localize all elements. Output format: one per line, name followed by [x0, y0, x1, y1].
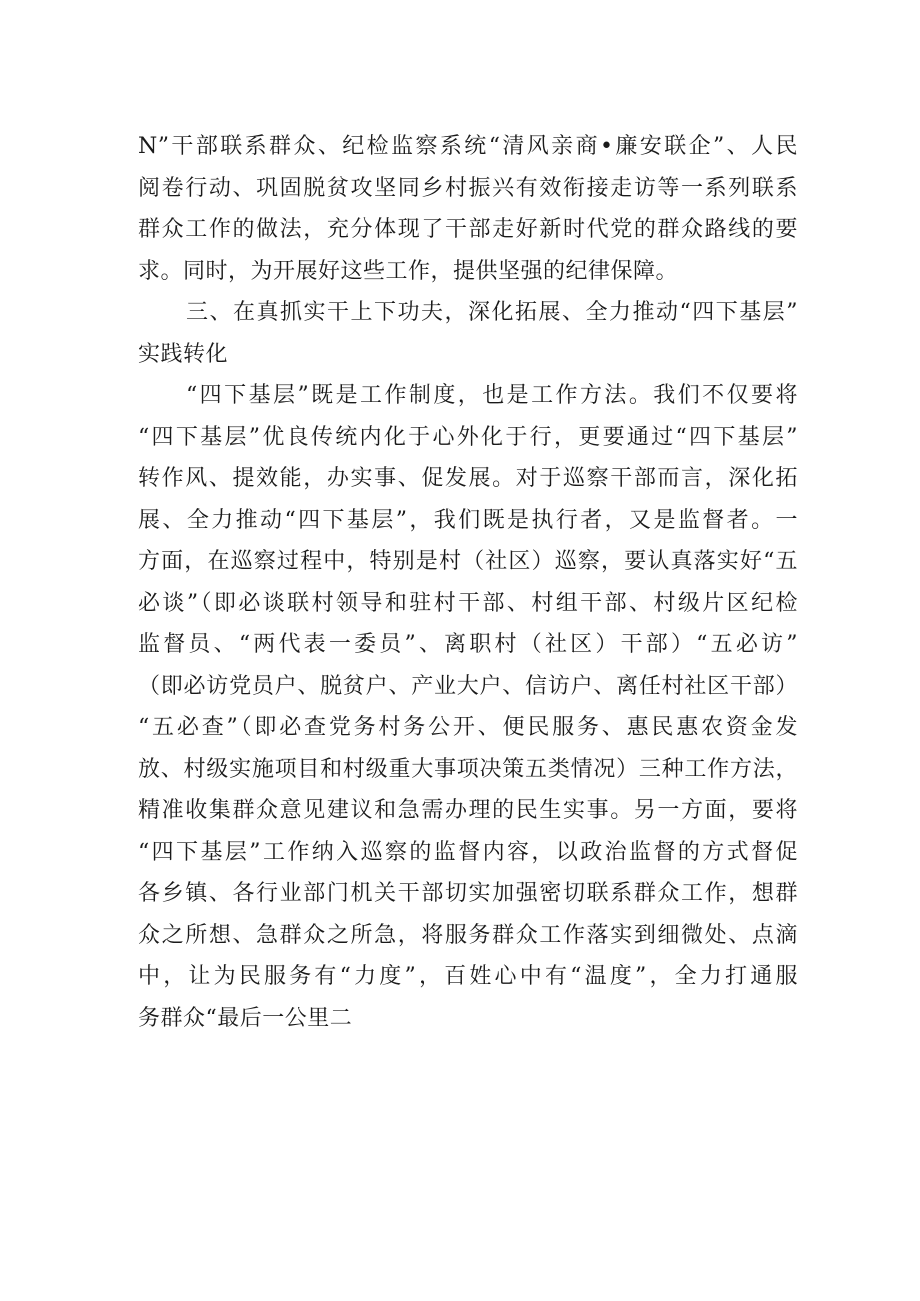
paragraph-line: 精准收集群众意见建议和急需办理的民生实事。另一方面，要将: [138, 798, 798, 823]
paragraph-line: “四下基层”既是工作制度，也是工作方法。我们不仅要将: [186, 383, 798, 408]
paragraph-line: N”干部联系群众、纪检监察系统“清风亲商•廉安联企”、人民: [138, 134, 798, 159]
paragraph-line: “四下基层”工作纳入巡察的监督内容，以政治监督的方式督促: [138, 839, 798, 865]
paragraph-line: 必谈”（即必谈联村领导和驻村干部、村组干部、村级片区纪检: [138, 590, 798, 616]
paragraph-line: 中，让为民服务有“力度”，百姓心中有“温度”，全力打通服: [138, 964, 798, 989]
paragraph-continuation: [138, 126, 798, 292]
paragraph-line: 求。同时，为开展好这些工作，提供坚强的纪律保障。: [138, 258, 679, 284]
paragraph-line: 阅卷行动、巩固脱贫攻坚同乡村振兴有效衔接走访等一系列联系: [138, 175, 798, 201]
heading-line: 三、在真抓实干上下功夫，深化拓展、全力推动“四下基层”: [186, 300, 798, 325]
paragraph-line: 转作风、提效能，办实事、促发展。对于巡察干部而言，深化拓: [138, 466, 798, 491]
paragraph-line: 群众工作的做法，充分体现了干部走好新时代党的群众路线的要: [138, 217, 798, 242]
paragraph-line: 方面，在巡察过程中，特别是村（社区）巡察，要认真落实好“五: [138, 549, 798, 574]
paragraph-line: 各乡镇、各行业部门机关干部切实加强密切联系群众工作，想群: [138, 881, 798, 906]
heading-line: 实践转化: [138, 341, 229, 367]
paragraph-line: （即必访党员户、脱贫户、产业大户、信访户、离任村社区干部）: [138, 673, 798, 699]
paragraph-line: 监督员、“两代表一委员”、离职村（社区）干部）“五必访”: [138, 632, 798, 657]
paragraph-line: 展、全力推动“四下基层”，我们既是执行者，又是监督者。一: [138, 507, 798, 533]
section-heading-3: [138, 292, 798, 375]
paragraph-line: 众之所想、急群众之所急，将服务群众工作落实到细微处、点滴: [138, 922, 798, 948]
paragraph-body: [138, 375, 798, 1039]
paragraph-line: “五必查”（即必查党务村务公开、便民服务、惠民惠农资金发: [138, 715, 798, 740]
paragraph-line: 放、村级实施项目和村级重大事项决策五类情况）三种工作方法，: [138, 756, 798, 782]
paragraph-line: “四下基层”优良传统内化于心外化于行，更要通过“四下基层”: [138, 424, 798, 450]
document-body: [138, 126, 798, 1039]
paragraph-line: 务群众“最后一公里二: [138, 1005, 353, 1031]
